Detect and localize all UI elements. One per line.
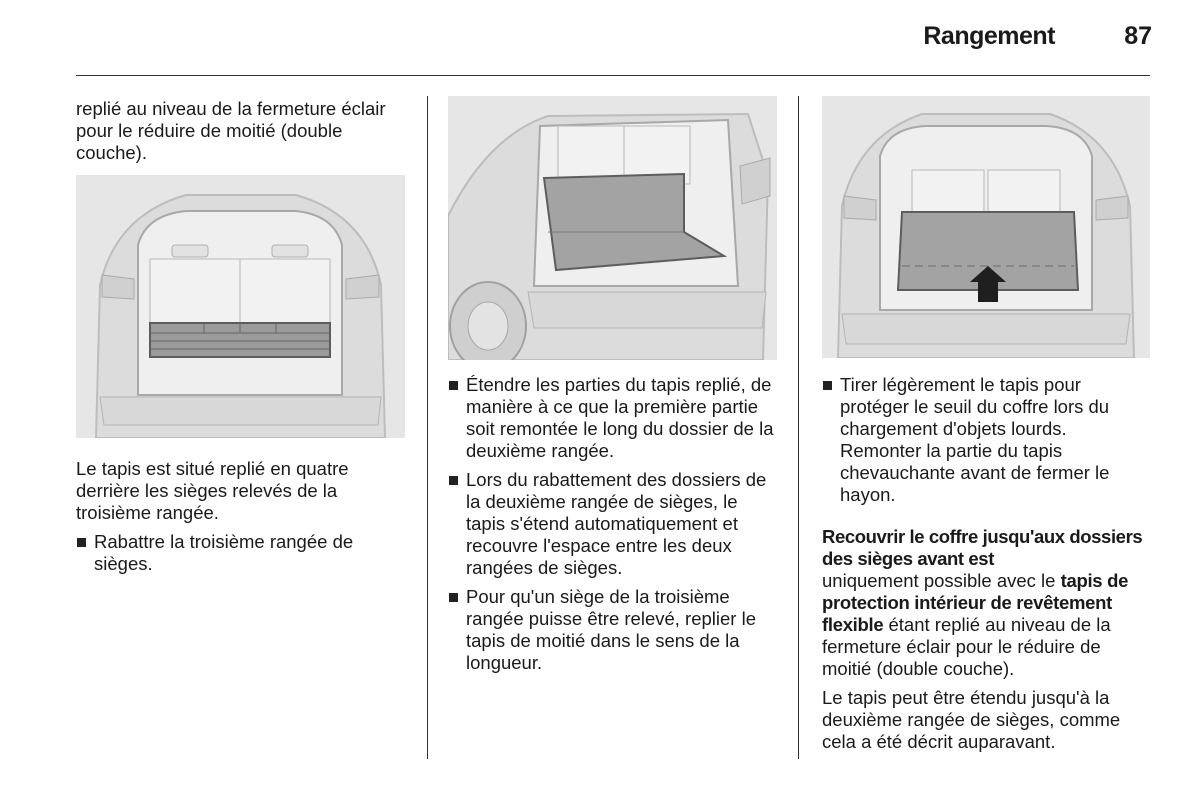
paragraph-extension: Le tapis peut être étendu jusqu'à la deuxième rangée de sièges, comme cela a été décrit auparavant. [822, 687, 1121, 752]
trunk-illustration-extended-mat [448, 96, 777, 360]
column-1-bullets [76, 531, 408, 575]
paragraph-text: uniquement possible avec le [822, 570, 1056, 591]
page-number: 87 [1124, 22, 1152, 50]
section-title: Rangement [923, 22, 1055, 50]
paragraph-text: étant replié au niveau de la fermeture éclair pour le réduire de moitié (double couche). [822, 614, 1111, 679]
bullet-item: Pour qu'un siège de la troisième rangée puisse être relevé, replier le tapis de moitié dans le sens de la longueur. [448, 586, 780, 674]
intro-paragraph: replié au niveau de la fermeture éclair pour le réduire de moitié (double couche). [76, 98, 386, 163]
header-divider [76, 75, 1150, 76]
column-divider-1 [427, 96, 428, 759]
column-3-bullets [822, 374, 1152, 506]
bullet-item: Rabattre la troisième rangée de sièges. [76, 531, 408, 575]
column-1-intro [76, 98, 408, 164]
paragraph-tapis-protection [822, 570, 1152, 680]
bullet-item: Tirer légèrement le tapis pour protéger le seuil du coffre lors du chargement d'objets lourds. Remonter la partie du tapis chevauchante avant de fermer le hayon. [822, 374, 1152, 506]
figure-caption: Le tapis est situé replié en quatre derrière les sièges relevés de la troisième rangée. [76, 458, 349, 523]
column-2-bullets [448, 374, 780, 674]
column-2-body [448, 374, 780, 674]
column-3-body [822, 374, 1152, 753]
trunk-illustration-pulled-mat [822, 96, 1150, 358]
column-1-body [76, 458, 408, 575]
column-divider-2 [798, 96, 799, 759]
section-subheading: Recouvrir le coffre jusqu'aux dossiers des sièges avant est [822, 526, 1143, 569]
product-name-emphasis: tapis de protection intérieur de revêtement flexible [822, 570, 1129, 635]
bullet-item: Étendre les parties du tapis replié, de manière à ce que la première partie soit remontée le long du dossier de la deuxième rangée. [448, 374, 780, 462]
bullet-item: Lors du rabattement des dossiers de la deuxième rangée de sièges, le tapis s'étend automatiquement et recouvre l'espace entre les deux rangées de sièges. [448, 469, 780, 579]
trunk-illustration-folded-mat [76, 175, 405, 438]
